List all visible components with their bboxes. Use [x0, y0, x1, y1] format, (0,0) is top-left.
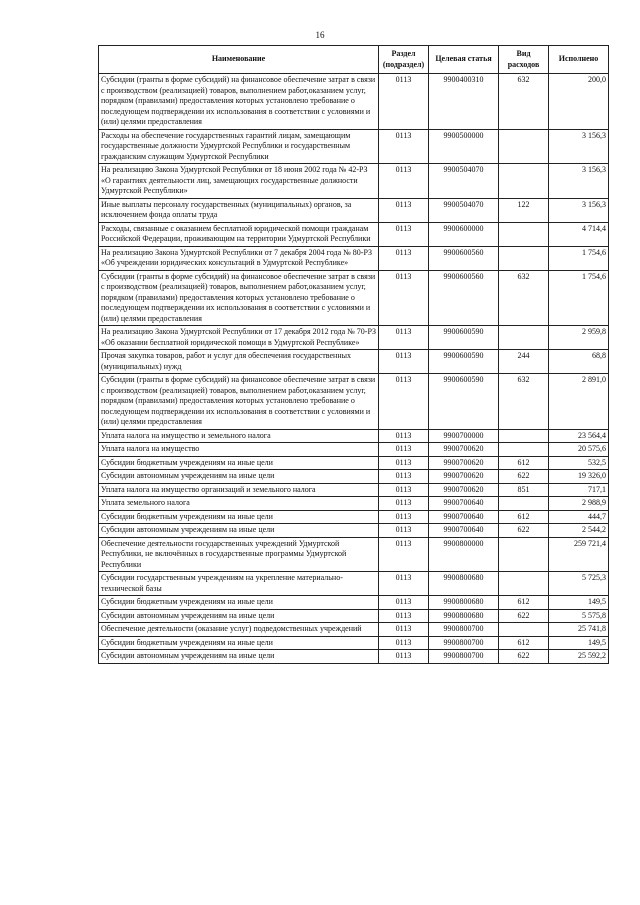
cell-section: 0113	[379, 456, 429, 470]
cell-type: 612	[499, 456, 549, 470]
table-row	[99, 246, 609, 270]
cell-executed: 1 754,6	[549, 246, 609, 270]
table-row	[99, 222, 609, 246]
cell-name: Субсидии автономным учреждениям на иные цели	[99, 470, 379, 484]
table-row	[99, 164, 609, 199]
cell-name: Расходы на обеспечение государственных гарантий лицам, замещающим государственные должности Удмуртской Республики и государственным гражданским служащим Удмуртской Республики	[99, 129, 379, 164]
table-row	[99, 350, 609, 374]
cell-section: 0113	[379, 636, 429, 650]
cell-executed: 3 156,3	[549, 129, 609, 164]
cell-article: 9900700640	[429, 524, 499, 538]
cell-type: 851	[499, 483, 549, 497]
cell-article: 9900400310	[429, 74, 499, 130]
cell-section: 0113	[379, 326, 429, 350]
table-row	[99, 74, 609, 130]
table-row	[99, 497, 609, 511]
cell-article: 9900700620	[429, 470, 499, 484]
table-row	[99, 470, 609, 484]
cell-section: 0113	[379, 470, 429, 484]
cell-executed: 20 575,6	[549, 443, 609, 457]
table-row	[99, 443, 609, 457]
cell-section: 0113	[379, 537, 429, 572]
cell-executed: 4 714,4	[549, 222, 609, 246]
cell-article: 9900504070	[429, 198, 499, 222]
cell-article: 9900700640	[429, 510, 499, 524]
cell-type	[499, 164, 549, 199]
cell-type: 622	[499, 470, 549, 484]
cell-section: 0113	[379, 164, 429, 199]
cell-executed: 2 544,2	[549, 524, 609, 538]
cell-name: На реализацию Закона Удмуртской Республики от 18 июня 2002 года № 42-РЗ «О гарантиях деятельности лиц, замещающих государственные должности Удмуртской Республики»	[99, 164, 379, 199]
cell-type: 632	[499, 74, 549, 130]
cell-executed: 149,5	[549, 636, 609, 650]
cell-name: Субсидии бюджетным учреждениям на иные цели	[99, 456, 379, 470]
cell-type: 632	[499, 270, 549, 326]
cell-name: Субсидии бюджетным учреждениям на иные цели	[99, 636, 379, 650]
cell-name: Субсидии (гранты в форме субсидий) на финансовое обеспечение затрат в связи с производством (реализацией) товаров, выполнением работ,оказанием услуг, порядком (правилами) предоставления которых установлено требование о последующем подтверждении их использования в соответствии с условиями и (или) целями предоставления	[99, 270, 379, 326]
cell-executed: 5 575,8	[549, 609, 609, 623]
cell-type	[499, 326, 549, 350]
cell-name: Субсидии государственным учреждениям на укрепление материально-технической базы	[99, 572, 379, 596]
cell-article: 9900600590	[429, 326, 499, 350]
cell-executed: 5 725,3	[549, 572, 609, 596]
cell-section: 0113	[379, 483, 429, 497]
page-number: 16	[315, 30, 325, 40]
cell-name: Уплата земельного налога	[99, 497, 379, 511]
cell-executed: 532,5	[549, 456, 609, 470]
cell-executed: 2 959,8	[549, 326, 609, 350]
cell-name: Прочая закупка товаров, работ и услуг для обеспечения государственных (муниципальных) нужд	[99, 350, 379, 374]
cell-type	[499, 497, 549, 511]
cell-name: Уплата налога на имущество	[99, 443, 379, 457]
cell-article: 9900600000	[429, 222, 499, 246]
cell-name: Субсидии бюджетным учреждениям на иные цели	[99, 596, 379, 610]
header-name: Наименование	[99, 46, 379, 74]
cell-article: 9900800680	[429, 572, 499, 596]
cell-article: 9900600590	[429, 350, 499, 374]
cell-name: Субсидии бюджетным учреждениям на иные цели	[99, 510, 379, 524]
cell-type: 622	[499, 650, 549, 664]
cell-executed: 149,5	[549, 596, 609, 610]
cell-name: Иные выплаты персоналу государственных (муниципальных) органов, за исключением фонда оплаты труда	[99, 198, 379, 222]
cell-executed: 3 156,3	[549, 198, 609, 222]
cell-executed: 2 988,9	[549, 497, 609, 511]
cell-article: 9900700000	[429, 429, 499, 443]
cell-section: 0113	[379, 497, 429, 511]
cell-name: Субсидии автономным учреждениям на иные цели	[99, 609, 379, 623]
cell-type: 612	[499, 636, 549, 650]
table-row	[99, 524, 609, 538]
cell-article: 9900800000	[429, 537, 499, 572]
cell-type	[499, 572, 549, 596]
cell-executed: 2 891,0	[549, 374, 609, 430]
table-row	[99, 456, 609, 470]
cell-executed: 200,0	[549, 74, 609, 130]
cell-section: 0113	[379, 609, 429, 623]
cell-name: Обеспечение деятельности (оказание услуг) подведомственных учреждений	[99, 623, 379, 637]
cell-type	[499, 222, 549, 246]
cell-executed: 19 326,0	[549, 470, 609, 484]
budget-table	[98, 45, 609, 664]
cell-article: 9900700620	[429, 483, 499, 497]
cell-executed: 444,7	[549, 510, 609, 524]
cell-section: 0113	[379, 246, 429, 270]
cell-section: 0113	[379, 374, 429, 430]
cell-executed: 25 592,2	[549, 650, 609, 664]
cell-executed: 259 721,4	[549, 537, 609, 572]
cell-article: 9900600560	[429, 270, 499, 326]
cell-type: 612	[499, 510, 549, 524]
cell-article: 9900600590	[429, 374, 499, 430]
cell-article: 9900800700	[429, 650, 499, 664]
table-row	[99, 129, 609, 164]
cell-section: 0113	[379, 443, 429, 457]
cell-name: Субсидии автономным учреждениям на иные цели	[99, 650, 379, 664]
cell-type	[499, 246, 549, 270]
cell-article: 9900600560	[429, 246, 499, 270]
table-row	[99, 429, 609, 443]
cell-name: Уплата налога на имущество организаций и земельного налога	[99, 483, 379, 497]
cell-article: 9900800680	[429, 609, 499, 623]
cell-section: 0113	[379, 623, 429, 637]
cell-name: Обеспечение деятельности государственных учреждений Удмуртской Республики, не включённых в государственные программы Удмуртской Республики	[99, 537, 379, 572]
cell-section: 0113	[379, 510, 429, 524]
cell-type	[499, 443, 549, 457]
cell-executed: 25 741,8	[549, 623, 609, 637]
cell-section: 0113	[379, 74, 429, 130]
cell-name: На реализацию Закона Удмуртской Республики от 17 декабря 2012 года № 70-РЗ «Об оказании бесплатной юридической помощи в Удмуртской Республике»	[99, 326, 379, 350]
cell-article: 9900504070	[429, 164, 499, 199]
cell-type: 632	[499, 374, 549, 430]
table-row	[99, 623, 609, 637]
cell-name: Субсидии автономным учреждениям на иные цели	[99, 524, 379, 538]
table-body	[99, 74, 609, 664]
header-article: Целевая статья	[429, 46, 499, 74]
cell-executed: 68,8	[549, 350, 609, 374]
table-row	[99, 270, 609, 326]
cell-type: 622	[499, 524, 549, 538]
cell-type	[499, 537, 549, 572]
cell-section: 0113	[379, 350, 429, 374]
header-executed: Исполнено	[549, 46, 609, 74]
table-row	[99, 609, 609, 623]
cell-article: 9900700620	[429, 443, 499, 457]
table-row	[99, 537, 609, 572]
cell-section: 0113	[379, 198, 429, 222]
table-row	[99, 483, 609, 497]
cell-type	[499, 129, 549, 164]
cell-executed: 1 754,6	[549, 270, 609, 326]
cell-name: Расходы, связанные с оказанием бесплатной юридической помощи гражданам Российской Федерации, проживающим на территории Удмуртской Республики	[99, 222, 379, 246]
cell-name: На реализацию Закона Удмуртской Республики от 7 декабря 2004 года № 80-РЗ «Об учреждении юридических консультаций в Удмуртской Республике»	[99, 246, 379, 270]
table-row	[99, 650, 609, 664]
cell-section: 0113	[379, 129, 429, 164]
cell-article: 9900700640	[429, 497, 499, 511]
table-row	[99, 510, 609, 524]
table-row	[99, 636, 609, 650]
table-row	[99, 198, 609, 222]
cell-article: 9900800700	[429, 636, 499, 650]
cell-type	[499, 429, 549, 443]
table-header-row	[99, 46, 609, 74]
cell-section: 0113	[379, 572, 429, 596]
cell-article: 9900800700	[429, 623, 499, 637]
cell-section: 0113	[379, 596, 429, 610]
cell-section: 0113	[379, 222, 429, 246]
cell-section: 0113	[379, 524, 429, 538]
cell-article: 9900700620	[429, 456, 499, 470]
cell-section: 0113	[379, 270, 429, 326]
cell-executed: 717,1	[549, 483, 609, 497]
table-row	[99, 374, 609, 430]
cell-section: 0113	[379, 650, 429, 664]
header-section: Раздел (подраздел)	[379, 46, 429, 74]
cell-type	[499, 623, 549, 637]
table-row	[99, 326, 609, 350]
cell-article: 9900500000	[429, 129, 499, 164]
cell-executed: 23 564,4	[549, 429, 609, 443]
cell-type: 622	[499, 609, 549, 623]
cell-article: 9900800680	[429, 596, 499, 610]
cell-type: 122	[499, 198, 549, 222]
header-type: Вид расходов	[499, 46, 549, 74]
table-row	[99, 572, 609, 596]
cell-name: Субсидии (гранты в форме субсидий) на финансовое обеспечение затрат в связи с производством (реализацией) товаров, выполнением работ,оказанием услуг, порядком (правилами) предоставления которых установлено требование о последующем подтверждении их использования в соответствии с условиями и (или) целями предоставления	[99, 74, 379, 130]
cell-name: Субсидии (гранты в форме субсидий) на финансовое обеспечение затрат в связи с производством (реализацией) товаров, выполнением работ,оказанием услуг, порядком (правилами) предоставления которых установлено требование о последующем подтверждении их использования в соответствии с условиями и (или) целями предоставления	[99, 374, 379, 430]
cell-type: 612	[499, 596, 549, 610]
cell-executed: 3 156,3	[549, 164, 609, 199]
table-row	[99, 596, 609, 610]
cell-type: 244	[499, 350, 549, 374]
cell-name: Уплата налога на имущество и земельного налога	[99, 429, 379, 443]
cell-section: 0113	[379, 429, 429, 443]
